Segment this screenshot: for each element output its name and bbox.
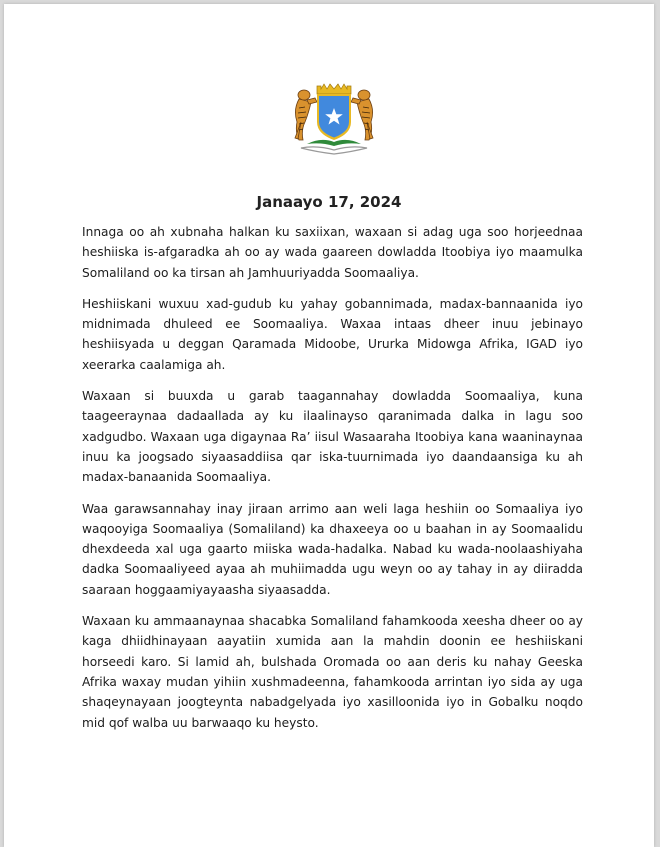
paragraph: Waa garawsannahay inay jiraan arrimo aan weli laga heshiin oo Somaaliya iyo waqooyiga Soomaaliya (Somaliland) ka dhaxeeya oo u baahan in ay Soomaalidu dhexdeeda xal uga gaarto miiska wada-hadalka. Nabad ku wada-noolaashiyaha dadka Soomaaliyeed ayaa ah muhiimadda ugu weyn oo ay tahay in ay diiradda saaraan hoggaamiyayaasha siyaasadda.: [82, 501, 583, 597]
paragraph: Waxaan si buuxda u garab taagannahay dowladda Soomaaliya, kuna taageeraynaa dadaallada ay ku ilaalinayso qaranimada dalka in lagu soo xadgudbo. Waxaan uga digaynaa Ra’ iisul Wasaaraha Itoobiya kana waaninaynaa inuu ka joogsado siyaasaddiisa qar iska-tuurnimada iyo daandaansiga ku ah madax-banaanida Soomaaliya.: [82, 389, 583, 485]
paragraph: Heshiiskani wuxuu xad-gudub ku yahay gobannimada, madax-bannaanida iyo midnimada dhuleed ee Soomaaliya. Waxaa intaas dheer inuu jebinayo heshiisyada u deggan Qaramada Midoobe, Ururka Midowga Afrika, IGAD iyo xeerarka caalamiga ah.: [82, 296, 583, 372]
paragraph: Waxaan ku ammaanaynaa shacabka Somaliland fahamkooda xeesha dheer oo ay kaga dhiidhinayaan aayatiin xumida aan la mahdin doonin ee heshiiskani horseedi karo. Si lamid ah, bulshada Oromada oo aan deris ku nahay Geeska Afrika waxay mudan yihiin xushmadeenna, fahamkooda arrintan iyo sida ay uga shaqeynayaan joogteynta nabadgelyada iyo xasilloonida iyo in Gobalku noqdo mid qof walba uu barwaaqo ku heysto.: [82, 614, 583, 730]
paragraph: Innaga oo ah xubnaha halkan ku saxiixan, waxaan si adag uga soo horjeednaa heshiiska is-afgaradka ah oo ay wada gaareen dowladda Itoobiya iyo maamulka Somaliland oo ka tirsan ah Jamhuuriyadda Soomaaliya.: [82, 225, 583, 280]
coat-of-arms-icon: [287, 82, 381, 156]
document-date: Janaayo 17, 2024: [256, 193, 402, 211]
document-page: [4, 4, 654, 847]
document-body: [82, 222, 583, 744]
